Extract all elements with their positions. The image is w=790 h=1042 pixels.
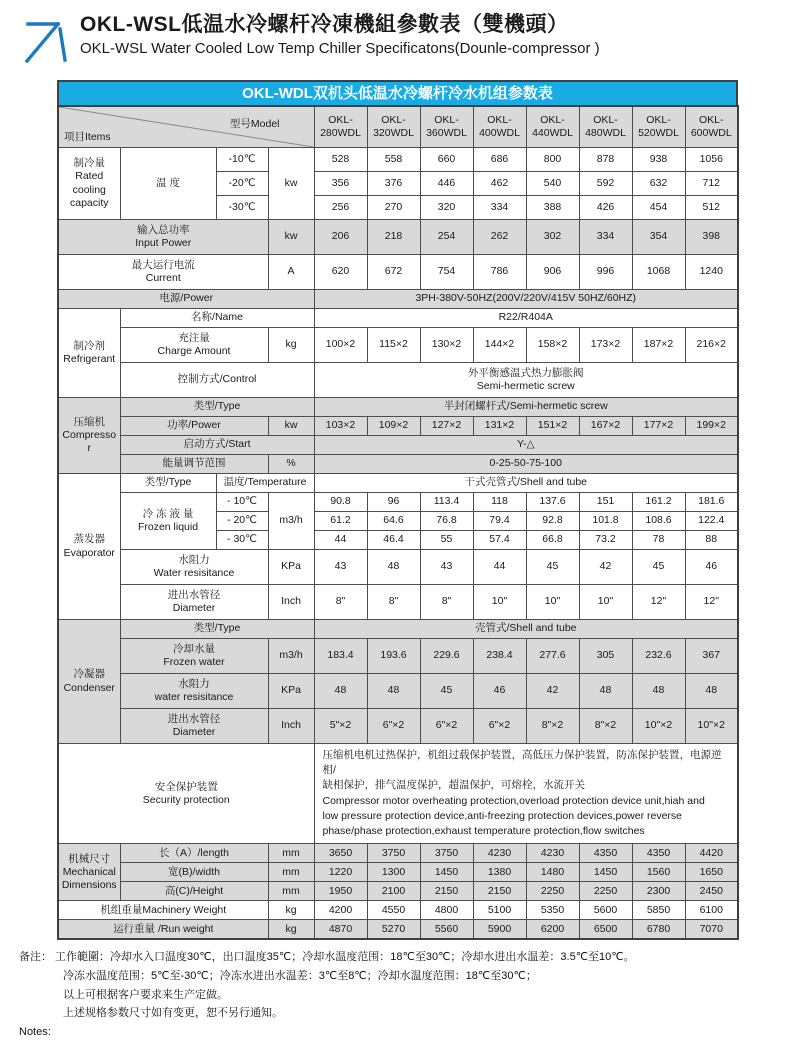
- value-cell: 356: [314, 172, 367, 196]
- value-cell: 320: [420, 196, 473, 220]
- value-cell: 48: [367, 550, 420, 585]
- group-mechanical-dimensions: 机械尺寸 Mechanical Dimensions: [58, 844, 120, 901]
- value-cell: 199×2: [685, 417, 738, 436]
- value-cell: 193.6: [367, 639, 420, 674]
- value-cell: 334: [473, 196, 526, 220]
- value-cell: 6500: [579, 920, 632, 940]
- value-cell: 113.4: [420, 493, 473, 512]
- value-cell: 46: [473, 674, 526, 709]
- value-cell: 4550: [367, 901, 420, 920]
- row-label-cell: 冷却水量 Frozen water: [120, 639, 268, 674]
- value-cell: 127×2: [420, 417, 473, 436]
- value-cell: 43: [314, 550, 367, 585]
- value-cell: 161.2: [632, 493, 685, 512]
- value-cell: 101.8: [579, 512, 632, 531]
- value-cell: 45: [632, 550, 685, 585]
- value-cell: 12": [685, 585, 738, 620]
- value-cell: 5560: [420, 920, 473, 940]
- model-header: OKL- 280WDL: [314, 106, 367, 148]
- value-cell: 1068: [632, 255, 685, 290]
- value-cell: 183.4: [314, 639, 367, 674]
- spec-table: [57, 105, 739, 940]
- value-cell: 277.6: [526, 639, 579, 674]
- value-cell: 1950: [314, 882, 367, 901]
- group-evaporator: 蒸发器 Evaporator: [58, 474, 120, 620]
- row-label-cell: 启动方式/Start: [120, 436, 314, 455]
- value-cell: 4350: [632, 844, 685, 863]
- value-cell: m3/h: [268, 493, 314, 550]
- value-cell: m3/h: [268, 639, 314, 674]
- value-cell: 254: [420, 220, 473, 255]
- value-cell: 256: [314, 196, 367, 220]
- row-label-cell: -30℃: [216, 196, 268, 220]
- value-cell: 151: [579, 493, 632, 512]
- value-cell: 79.4: [473, 512, 526, 531]
- value-cell: -10℃: [216, 148, 268, 172]
- value-cell: 173×2: [579, 328, 632, 363]
- value-cell: 1220: [314, 863, 367, 882]
- value-cell: 90.8: [314, 493, 367, 512]
- value-cell: 43: [420, 550, 473, 585]
- value-cell: 壳管式/Shell and tube: [314, 620, 738, 639]
- value-cell: 73.2: [579, 531, 632, 550]
- value-cell: 66.8: [526, 531, 579, 550]
- value-cell: R22/R404A: [314, 309, 738, 328]
- value-cell: 712: [685, 172, 738, 196]
- value-cell: mm: [268, 882, 314, 901]
- corner-items-label: 项目Items: [64, 130, 111, 143]
- row-label-cell: -20℃: [216, 172, 268, 196]
- value-cell: 167×2: [579, 417, 632, 436]
- value-cell: 2150: [420, 882, 473, 901]
- value-cell: KPa: [268, 674, 314, 709]
- value-cell: 4200: [314, 901, 367, 920]
- value-cell: 620: [314, 255, 367, 290]
- value-cell: 3750: [420, 844, 473, 863]
- value-cell: Y-△: [314, 436, 738, 455]
- value-cell: 10": [579, 585, 632, 620]
- note-line: 以上可根据客户要求来生产定做。: [63, 988, 228, 1001]
- value-cell: 786: [473, 255, 526, 290]
- row-label-cell: 能量调节范围: [120, 455, 268, 474]
- value-cell: 48: [632, 674, 685, 709]
- value-cell: 144×2: [473, 328, 526, 363]
- value-cell: 151×2: [526, 417, 579, 436]
- value-cell: 1480: [526, 863, 579, 882]
- value-cell: 4230: [526, 844, 579, 863]
- value-cell: 5900: [473, 920, 526, 940]
- value-cell: 半封闭螺杆式/Semi-hermetic screw: [314, 398, 738, 417]
- model-header: OKL- 440WDL: [526, 106, 579, 148]
- value-cell: 218: [367, 220, 420, 255]
- value-cell: 108.6: [632, 512, 685, 531]
- row-label-cell: 控制方式/Control: [120, 363, 314, 398]
- value-cell: 754: [420, 255, 473, 290]
- value-cell: 45: [526, 550, 579, 585]
- value-cell: 130×2: [420, 328, 473, 363]
- value-cell: 44: [473, 550, 526, 585]
- value-cell: 800: [526, 148, 579, 172]
- value-cell: 376: [367, 172, 420, 196]
- value-cell: 558: [367, 148, 420, 172]
- row-label-cell: - 30℃: [216, 531, 268, 550]
- value-cell: 426: [579, 196, 632, 220]
- value-cell: 5270: [367, 920, 420, 940]
- row-label-cell: 水阻力 Water resisitance: [120, 550, 268, 585]
- value-cell: 158×2: [526, 328, 579, 363]
- value-cell: 229.6: [420, 639, 473, 674]
- value-cell: 1300: [367, 863, 420, 882]
- value-cell: 938: [632, 148, 685, 172]
- value-cell: 216×2: [685, 328, 738, 363]
- value-cell: 1560: [632, 863, 685, 882]
- value-cell: 1650: [685, 863, 738, 882]
- value-cell: 5100: [473, 901, 526, 920]
- value-cell: 温 度: [120, 148, 216, 220]
- model-header: OKL- 320WDL: [367, 106, 420, 148]
- value-cell: 0-25-50-75-100: [314, 455, 738, 474]
- note-line: 上述规格参数尺寸如有变更，恕不另行通知。: [63, 1007, 283, 1020]
- row-label-cell: 宽(B)/width: [120, 863, 268, 882]
- note-line: 冷冻水温度范围：5℃至-30℃；冷冻水进出水温差：3℃至8℃；冷却水温度范围：18℃至30℃；: [63, 970, 537, 982]
- value-cell: 12": [632, 585, 685, 620]
- value-cell: - 10℃: [216, 493, 268, 512]
- value-cell: 6"×2: [367, 709, 420, 744]
- value-cell: 42: [579, 550, 632, 585]
- value-cell: 4350: [579, 844, 632, 863]
- value-cell: 177×2: [632, 417, 685, 436]
- value-cell: 2450: [685, 882, 738, 901]
- value-cell: 1450: [579, 863, 632, 882]
- value-cell: 181.6: [685, 493, 738, 512]
- value-cell: 115×2: [367, 328, 420, 363]
- value-cell: 3PH-380V-50HZ(200V/220V/415V 50HZ/60HZ): [314, 290, 738, 309]
- value-cell: 334: [579, 220, 632, 255]
- value-cell: 4420: [685, 844, 738, 863]
- value-cell: 92.8: [526, 512, 579, 531]
- value-cell: 1240: [685, 255, 738, 290]
- model-header: OKL- 600WDL: [685, 106, 738, 148]
- value-cell: 48: [314, 674, 367, 709]
- row-label-cell: 功率/Power: [120, 417, 268, 436]
- value-cell: 367: [685, 639, 738, 674]
- value-cell: 2250: [579, 882, 632, 901]
- row-label-cell: 高(C)/Height: [120, 882, 268, 901]
- value-cell: 6200: [526, 920, 579, 940]
- value-cell: 干式壳管式/Shell and tube: [314, 474, 738, 493]
- value-cell: 48: [685, 674, 738, 709]
- value-cell: 3650: [314, 844, 367, 863]
- model-header: OKL- 360WDL: [420, 106, 473, 148]
- group-refrigerant: 制冷剂 Refrigerant: [58, 309, 120, 398]
- title-block: [80, 8, 600, 57]
- note-line: 备注： 工作範圍：冷却水入口温度30℃，出口温度35℃；冷却水温度范围：18℃至30℃；冷却水进出水温差：3.5℃至10℃。: [19, 951, 635, 964]
- value-cell: 5"×2: [314, 709, 367, 744]
- value-cell: 122.4: [685, 512, 738, 531]
- value-cell: Inch: [268, 585, 314, 620]
- row-label-cell: 充注量 Charge Amount: [120, 328, 268, 363]
- value-cell: 305: [579, 639, 632, 674]
- value-cell: 528: [314, 148, 367, 172]
- value-cell: kw: [268, 417, 314, 436]
- page-subtitle: OKL-WSL Water Cooled Low Temp Chiller Specificatons(Dounle-compressor ): [80, 40, 600, 57]
- value-cell: 996: [579, 255, 632, 290]
- value-cell: 238.4: [473, 639, 526, 674]
- group-condenser: 冷凝器 Condenser: [58, 620, 120, 744]
- value-cell: kg: [268, 901, 314, 920]
- value-cell: 660: [420, 148, 473, 172]
- value-cell: Inch: [268, 709, 314, 744]
- value-cell: 512: [685, 196, 738, 220]
- value-cell: 42: [526, 674, 579, 709]
- value-cell: 10": [473, 585, 526, 620]
- value-cell: 454: [632, 196, 685, 220]
- value-cell: 672: [367, 255, 420, 290]
- value-cell: 8"×2: [579, 709, 632, 744]
- value-cell: 2250: [526, 882, 579, 901]
- value-cell: 48: [367, 674, 420, 709]
- value-cell: 6100: [685, 901, 738, 920]
- arrow-logo-icon: [22, 14, 68, 66]
- value-cell: 2100: [367, 882, 420, 901]
- value-cell: 592: [579, 172, 632, 196]
- value-cell: 632: [632, 172, 685, 196]
- value-cell: 8": [314, 585, 367, 620]
- value-cell: 5600: [579, 901, 632, 920]
- value-cell: 1380: [473, 863, 526, 882]
- value-cell: 类型/Type: [120, 474, 216, 493]
- row-label-cell: 进出水管径 Diameter: [120, 709, 268, 744]
- page-title: OKL-WSL低温水冷螺杆冷凍機組參數表（雙機頭）: [80, 13, 569, 36]
- value-cell: 3750: [367, 844, 420, 863]
- value-cell: 2300: [632, 882, 685, 901]
- value-cell: 8": [367, 585, 420, 620]
- value-cell: 398: [685, 220, 738, 255]
- note-line-en: Notes:: [19, 1026, 51, 1039]
- row-label-cell: - 20℃: [216, 512, 268, 531]
- value-cell: A: [268, 255, 314, 290]
- group-run-weight: 运行重量 /Run weight: [58, 920, 268, 940]
- corner-model-label: 型号Model: [229, 118, 280, 130]
- value-cell: 446: [420, 172, 473, 196]
- value-cell: kg: [268, 920, 314, 940]
- value-cell: 103×2: [314, 417, 367, 436]
- corner-cell: [58, 106, 314, 148]
- value-cell: 6"×2: [473, 709, 526, 744]
- value-cell: 109×2: [367, 417, 420, 436]
- value-cell: 55: [420, 531, 473, 550]
- group-machinery-weight: 机组重量Machinery Weight: [58, 901, 268, 920]
- table-caption: OKL-WDL双机头低温水冷螺杆冷水机组参数表: [57, 80, 738, 105]
- value-cell: 232.6: [632, 639, 685, 674]
- group-power-supply: 电源/Power: [58, 290, 314, 309]
- value-cell: 压缩机电机过热保护，机组过载保护装置，高低压力保护装置，防冻保护装置，电源逆相/ 缺相保护，排气温度保护，超温保护，可熔栓，水流开关 Compressor motor overheating protection,overload protection device unit,hiah and low pressure protection device,anti-freezing protection devices,power reverse phase/phase protection,exhaust temperature protection,flow switches: [314, 744, 738, 844]
- spec-table-container: [57, 80, 738, 940]
- value-cell: 8": [420, 585, 473, 620]
- value-cell: 10"×2: [632, 709, 685, 744]
- value-cell: 5850: [632, 901, 685, 920]
- value-cell: 270: [367, 196, 420, 220]
- group-current: 最大运行电流 Current: [58, 255, 268, 290]
- value-cell: 类型/Type: [120, 398, 314, 417]
- value-cell: kw: [268, 148, 314, 220]
- value-cell: 354: [632, 220, 685, 255]
- value-cell: 4870: [314, 920, 367, 940]
- value-cell: 长（A）/length: [120, 844, 268, 863]
- model-header: OKL- 400WDL: [473, 106, 526, 148]
- value-cell: 6780: [632, 920, 685, 940]
- value-cell: 类型/Type: [120, 620, 314, 639]
- value-cell: 88: [685, 531, 738, 550]
- value-cell: 7070: [685, 920, 738, 940]
- value-cell: 48: [579, 674, 632, 709]
- group-rated-cooling: 制冷量 Rated cooling capacity: [58, 148, 120, 220]
- value-cell: 462: [473, 172, 526, 196]
- value-cell: %: [268, 455, 314, 474]
- value-cell: 8"×2: [526, 709, 579, 744]
- value-cell: 10"×2: [685, 709, 738, 744]
- value-cell: 540: [526, 172, 579, 196]
- value-cell: 46: [685, 550, 738, 585]
- value-cell: 4800: [420, 901, 473, 920]
- value-cell: 388: [526, 196, 579, 220]
- value-cell: 4230: [473, 844, 526, 863]
- value-cell: 187×2: [632, 328, 685, 363]
- value-cell: mm: [268, 863, 314, 882]
- model-header: OKL- 520WDL: [632, 106, 685, 148]
- row-label-cell: 冷 冻 液 量 Frozen liquid: [120, 493, 216, 550]
- value-cell: 906: [526, 255, 579, 290]
- value-cell: 686: [473, 148, 526, 172]
- value-cell: 96: [367, 493, 420, 512]
- row-label-cell: 水阻力 water resisitance: [120, 674, 268, 709]
- notes-block: [19, 948, 790, 1041]
- group-compressor: 压缩机 Compressor: [58, 398, 120, 474]
- group-input-power: 输入总功率 Input Power: [58, 220, 268, 255]
- value-cell: 76.8: [420, 512, 473, 531]
- group-security-protection: 安全保护装置 Security protection: [58, 744, 314, 844]
- value-cell: kg: [268, 328, 314, 363]
- value-cell: 131×2: [473, 417, 526, 436]
- value-cell: 名称/Name: [120, 309, 314, 328]
- value-cell: 78: [632, 531, 685, 550]
- value-cell: 206: [314, 220, 367, 255]
- value-cell: 1450: [420, 863, 473, 882]
- value-cell: mm: [268, 844, 314, 863]
- value-cell: 61.2: [314, 512, 367, 531]
- value-cell: 45: [420, 674, 473, 709]
- model-header: OKL- 480WDL: [579, 106, 632, 148]
- value-cell: 262: [473, 220, 526, 255]
- row-label-cell: 进出水管径 Diameter: [120, 585, 268, 620]
- value-cell: 10": [526, 585, 579, 620]
- value-cell: 温度/Temperature: [216, 474, 314, 493]
- value-cell: 44: [314, 531, 367, 550]
- page-header: [0, 0, 790, 66]
- value-cell: KPa: [268, 550, 314, 585]
- value-cell: 100×2: [314, 328, 367, 363]
- value-cell: 118: [473, 493, 526, 512]
- value-cell: 5350: [526, 901, 579, 920]
- value-cell: 2150: [473, 882, 526, 901]
- value-cell: 57.4: [473, 531, 526, 550]
- value-cell: 外平衡感温式热力膨胀阀 Semi-hermetic screw: [314, 363, 738, 398]
- value-cell: 64.6: [367, 512, 420, 531]
- value-cell: 302: [526, 220, 579, 255]
- value-cell: 137.6: [526, 493, 579, 512]
- value-cell: 1056: [685, 148, 738, 172]
- value-cell: 46.4: [367, 531, 420, 550]
- value-cell: 878: [579, 148, 632, 172]
- value-cell: kw: [268, 220, 314, 255]
- value-cell: 6"×2: [420, 709, 473, 744]
